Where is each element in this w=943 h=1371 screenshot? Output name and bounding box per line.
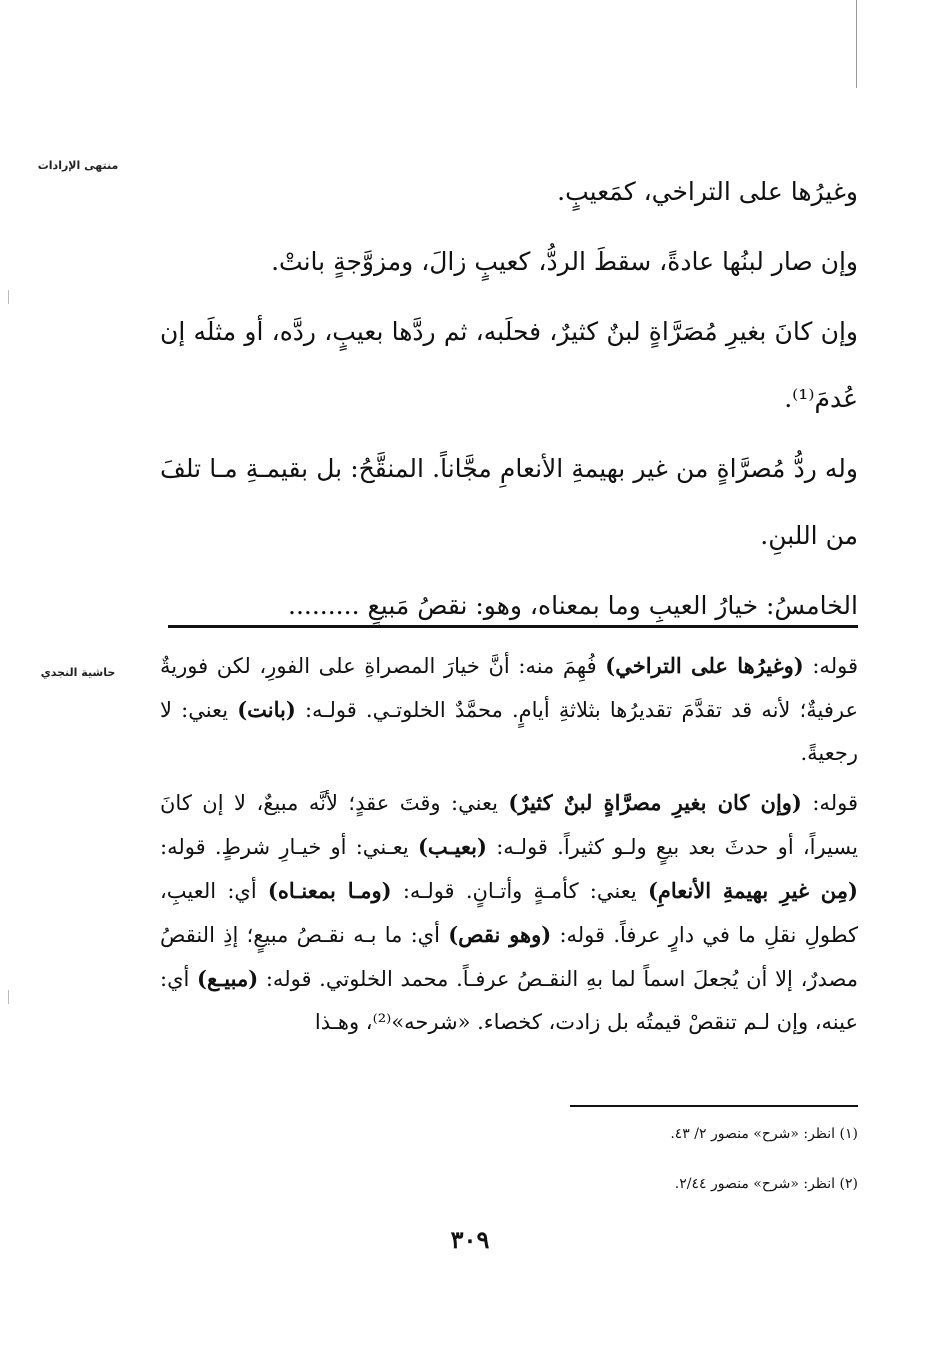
main-paragraph: وإن كانَ بغيرِ مُصَرَّاةٍ لبنٌ كثيرٌ، فحلَبه، ثم ردَّها بعيبٍ، ردَّه، أو مثلَه إن عُدمَ⁽¹⁾. (160, 317, 858, 413)
lemma: (وغيرُها على التراخي) (605, 653, 804, 678)
lemma: (بعيـب) (418, 834, 487, 859)
commentary-phrase: فُهِمَ منه: أنَّ خيارَ المصراةِ على الفورِ، لكن فوريةٌ عرفيةٌ؛ لأنه قد تقدَّمَ تقديرُها بثلاثةِ أيامٍ. محمَّدٌ الخلوتـي. قولـه: (160, 654, 858, 722)
commentary-phrase: يعني: وقتَ عقدٍ؛ لأنَّه مبيعٌ، لا إن كانَ يسيراً، أو حدثَ بعد بيعٍ ولـو كثيراً. قولـه: (160, 791, 858, 859)
commentary-phrase: يعـني: أو خيـارِ شرطٍ. قوله: (160, 835, 409, 859)
section-divider (168, 625, 858, 628)
footnote: (١) انظر: «شرح» منصور ٢/ ٤٣. (670, 1126, 858, 1142)
lemma: (وإن كان بغيرِ مصرَّاةٍ لبنٌ كثيرٌ) (508, 790, 802, 815)
main-paragraph: وله ردُّ مُصرَّاةٍ من غير بهيمةِ الأنعامِ مجَّاناً. المنقَّحُ: بل بقيمـةِ مـا تلفَ من اللبنِ. (160, 454, 858, 550)
commentary-phrase: قوله: (812, 791, 858, 815)
commentary-phrase: قوله: (812, 654, 858, 678)
footnote: (٢) انظر: «شرح» منصور ٢/٤٤. (674, 1176, 858, 1192)
lemma: (بانت) (237, 697, 296, 722)
main-paragraph: الخامسُ: خيارُ العيبِ وما بمعناه، وهو: نقصُ مَبيعٍ ......... (288, 591, 858, 620)
commentary-text (160, 644, 858, 1044)
commentary-paragraph (160, 644, 858, 775)
lemma: (ومـا بمعنـاه) (267, 878, 392, 903)
commentary-phrase: أي: عينه، وإن لـم تنقصْ قيمتُه بل زادت، كخصاء. «شرحه»⁽²⁾، وهـذا (160, 967, 858, 1034)
side-title-commentary: حاشية النجدي (40, 666, 116, 679)
page-number: ٣٠٩ (450, 1225, 490, 1254)
margin-tick (8, 290, 9, 304)
main-paragraph: وغيرُها على التراخي، كمَعيبٍ. (557, 177, 858, 206)
commentary-phrase: يعني: كأمـةٍ وأتـانٍ. قولـه: (402, 879, 637, 903)
commentary-phrase: أي: ما بـه نقـصُ مبيعٍ؛ إذِ النقصُ مصدرٌ، إلا أن يُجعلَ اسماً لما بهِ النقـصُ عرفـاً. محمد الخلوتي. قوله: (160, 923, 858, 991)
main-paragraph: وإن صار لبنُها عادةً، سقطَ الردُّ، كعيبٍ زالَ، ومزوَّجةٍ بانتْ. (271, 247, 858, 276)
commentary-phrase: أي: العيبِ، كطولِ نقلِ ما في دارٍ عرفاً. قوله: (160, 879, 858, 947)
main-text (160, 158, 858, 639)
commentary-paragraph (160, 781, 858, 1044)
lemma: (وهو نقص) (448, 922, 552, 947)
top-vertical-rule (856, 0, 857, 88)
side-title-main: منتهى الإرادات (37, 159, 119, 172)
lemma: (مِن غيرِ بهيمةِ الأنعامِ) (647, 878, 858, 903)
margin-tick (8, 990, 9, 1004)
lemma: (مبيـع) (197, 966, 259, 991)
commentary-phrase: يعني: لا رجعيةً. (160, 698, 858, 765)
footnote-divider (570, 1105, 858, 1107)
